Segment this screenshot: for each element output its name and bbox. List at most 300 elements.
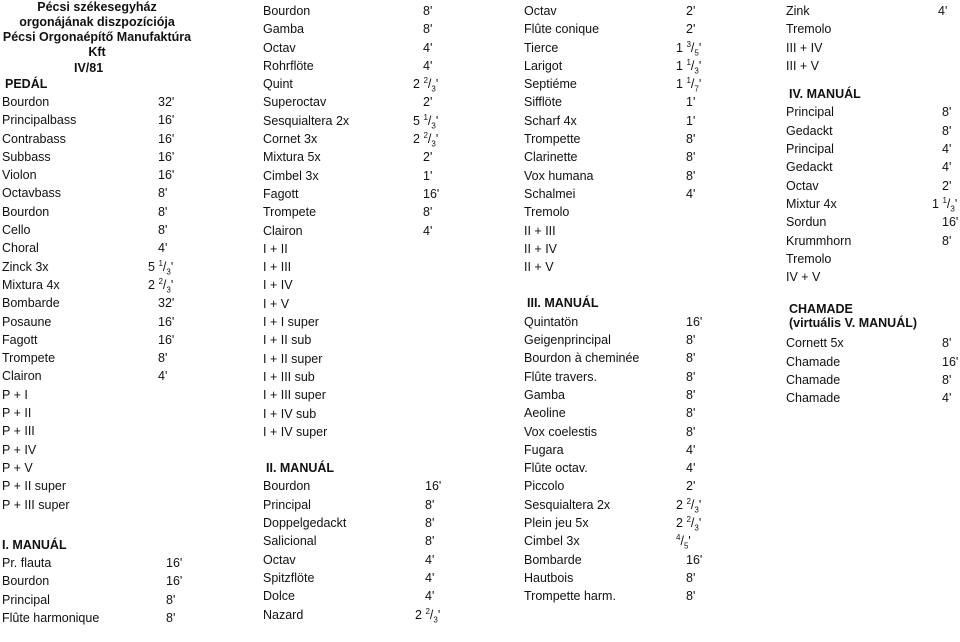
stop-name: II + IV (524, 241, 558, 256)
stop-row (786, 250, 958, 268)
stop-row (263, 313, 473, 331)
stop-size: 8' (425, 516, 435, 531)
section-title-manual-2: II. MANUÁL (266, 461, 335, 476)
stop-row (2, 572, 192, 590)
stop-name: Octav (263, 552, 296, 567)
stop-name: P + III (2, 424, 35, 439)
stop-name: Doppelgedackt (263, 516, 347, 531)
opus-number: IV/81 (74, 61, 104, 75)
stop-row (263, 57, 473, 75)
stop-row (524, 349, 724, 367)
stop-row (263, 130, 473, 148)
stop-name: Bourdon (263, 479, 311, 494)
stop-name: Principal (786, 142, 834, 157)
stop-name: Octav (263, 40, 296, 55)
stop-name: Sesquialtera 2x (263, 113, 350, 128)
manual-3-stop-list-b (786, 2, 958, 75)
stop-size: 16' (942, 215, 959, 230)
stop-size: 1' (686, 95, 696, 110)
stop-size: 8' (942, 373, 952, 388)
stop-name: Bourdon (2, 95, 50, 109)
stop-row (786, 177, 958, 195)
stop-name: IV + V (786, 270, 821, 285)
column-1 (2, 0, 192, 640)
stop-row (524, 75, 724, 93)
stop-row (2, 459, 192, 477)
stop-name: Cello (2, 223, 31, 238)
stop-size: 2' (686, 22, 696, 37)
stop-size: 8' (942, 336, 952, 351)
manual-1-stop-list-b (263, 2, 473, 441)
stop-name: Octav (786, 178, 819, 193)
stop-name: Violon (2, 168, 37, 183)
stop-size: 16' (158, 113, 175, 128)
stop-row (2, 258, 192, 276)
stop-size: 4' (942, 142, 952, 157)
manual-4-stop-list (786, 103, 958, 286)
stop-row (263, 39, 473, 57)
stop-row (263, 405, 473, 423)
stop-row (786, 122, 958, 140)
stop-size: 8' (158, 223, 168, 238)
pedal-stop-list (2, 93, 192, 514)
stop-size: 1 $^1/_3'$ (676, 57, 702, 76)
stop-size: 16' (686, 314, 703, 329)
stop-size: 2 $^2/_3'$ (676, 514, 702, 533)
stop-row (524, 57, 724, 75)
stop-row (524, 185, 724, 203)
manual-2-stop-list-a (263, 477, 473, 623)
stop-row (2, 609, 192, 627)
stop-size: 8' (158, 186, 168, 201)
stop-name: Vox humana (524, 168, 594, 183)
stop-row (786, 389, 958, 407)
stop-size: 8' (166, 611, 176, 626)
stop-row (524, 2, 724, 20)
stop-name: Cornett 5x (786, 336, 844, 351)
stop-size: 1' (686, 113, 696, 128)
stop-size: 8' (425, 534, 435, 549)
stop-size: 8' (686, 589, 696, 604)
stop-row (786, 353, 958, 371)
stop-name: Schalmei (524, 186, 576, 201)
stop-row (524, 167, 724, 185)
column-4 (786, 2, 958, 642)
stop-size: 1 $^3/_5'$ (676, 39, 702, 58)
stop-row (2, 496, 192, 514)
stop-size: 5 $^1/_3'$ (413, 112, 439, 131)
stop-name: III + IV (786, 40, 823, 55)
stop-row (263, 185, 473, 203)
stop-name: Salicional (263, 534, 317, 549)
stop-row (263, 350, 473, 368)
stop-row (263, 148, 473, 166)
stop-row (263, 112, 473, 130)
stop-size: 8' (686, 369, 696, 384)
stop-name: Gamba (263, 22, 304, 37)
stop-row (263, 222, 473, 240)
stop-size: 4' (423, 58, 433, 73)
stop-name: Pr. flauta (2, 556, 52, 571)
stop-size: 2 $^2/_3'$ (413, 76, 439, 94)
header-line-2: orgonájának diszpozíciója (19, 15, 175, 29)
stop-name: Chamade (786, 391, 841, 406)
document-header (2, 0, 192, 60)
stop-name: Dolce (263, 589, 295, 604)
stop-size: 4' (942, 391, 952, 406)
stop-row (263, 587, 473, 605)
stop-size: 4' (686, 186, 696, 201)
stop-name: Gamba (524, 387, 565, 402)
stop-size: 4' (942, 160, 952, 175)
stop-size: 16' (158, 131, 175, 146)
stop-size: 16' (423, 186, 440, 201)
stop-size: 4' (158, 369, 168, 384)
stop-name: P + II super (2, 479, 67, 494)
stop-size: 4' (425, 589, 435, 604)
stop-name: Choral (2, 241, 39, 256)
stop-row (263, 569, 473, 587)
stop-row (786, 268, 958, 286)
stop-size: 8' (423, 4, 433, 18)
stop-size: 1 $^1/_7'$ (676, 76, 702, 94)
column-2 (263, 2, 473, 642)
stop-name: Sesquialtera 2x (524, 497, 611, 512)
stop-name: Gedackt (786, 160, 833, 175)
stop-row (524, 477, 724, 495)
stop-name: Gedackt (786, 123, 833, 138)
stop-size: 2' (942, 178, 952, 193)
stop-row (263, 331, 473, 349)
stop-row (2, 591, 192, 609)
stop-row (263, 203, 473, 221)
stop-name: Scharf 4x (524, 113, 577, 128)
stop-row (263, 93, 473, 111)
stop-row (2, 477, 192, 495)
stop-name: Bombarde (2, 296, 60, 311)
stop-name: Fugara (524, 442, 564, 457)
stop-name: Septiéme (524, 77, 577, 92)
stop-size: 8' (166, 592, 176, 607)
stop-size: 16' (158, 168, 175, 183)
header-line-4: Kft (88, 45, 106, 59)
stop-row (2, 276, 192, 294)
stop-row (524, 240, 724, 258)
stop-size: 32' (158, 95, 175, 109)
stop-row (524, 368, 724, 386)
stop-name: Krummhorn (786, 233, 852, 248)
stop-row (524, 514, 724, 532)
stop-size: 8' (686, 132, 696, 147)
stop-name: Cimbel 3x (263, 168, 319, 183)
stop-name: Trompete (263, 205, 317, 220)
stop-name: P + II (2, 406, 32, 421)
stop-size: 16' (158, 149, 175, 164)
stop-row (524, 148, 724, 166)
section-title-pedal: PEDÁL (5, 77, 48, 91)
stop-row (524, 222, 724, 240)
stop-row (263, 551, 473, 569)
stop-row (263, 167, 473, 185)
stop-size: 4' (423, 40, 433, 55)
stop-size: 2' (423, 150, 433, 165)
stop-row (524, 93, 724, 111)
stop-name: Subbass (2, 149, 51, 164)
stop-name: I + II super (263, 351, 323, 366)
stop-size: 8' (686, 406, 696, 421)
stop-row (2, 111, 192, 129)
stop-row (786, 2, 958, 20)
stop-row (263, 423, 473, 441)
stop-name: I + V (263, 296, 290, 311)
chamade-stop-list (786, 334, 958, 407)
stop-name: Flûte harmonique (2, 611, 100, 626)
stop-name: Vox coelestis (524, 424, 597, 439)
header-line-1: Pécsi székesegyház (37, 0, 157, 14)
stop-row (263, 258, 473, 276)
stop-name: Larigot (524, 58, 563, 73)
stop-size: 8' (686, 387, 696, 402)
stop-name: I + IV (263, 278, 293, 293)
stop-name: Sordun (786, 215, 827, 230)
stop-size: 8' (942, 233, 952, 248)
stop-name: Nazard (263, 607, 304, 622)
stop-name: Aeoline (524, 406, 566, 421)
stop-name: Clairon (263, 223, 303, 238)
stop-size: 4' (158, 241, 168, 256)
stop-row (2, 93, 192, 111)
stop-name: Contrabass (2, 131, 66, 146)
stop-row (2, 130, 192, 148)
stop-size: 8' (686, 333, 696, 348)
stop-name: Principal (2, 592, 50, 607)
stop-size: 2 $^2/_3'$ (148, 276, 174, 295)
stop-row (524, 112, 724, 130)
stop-size: 8' (942, 123, 952, 138)
stop-size: 2 $^2/_3'$ (413, 130, 439, 149)
stop-row (2, 313, 192, 331)
stop-name: Flûte conique (524, 22, 600, 37)
stop-name: P + IV (2, 442, 37, 457)
stop-name: Principal (263, 497, 311, 512)
stop-row (2, 554, 192, 572)
stop-name: I + III (263, 260, 292, 275)
stop-name: P + V (2, 460, 33, 475)
stop-name: II + III (524, 223, 556, 238)
stop-name: Bourdon (2, 204, 50, 219)
stop-row (263, 477, 473, 495)
stop-size: 2' (423, 95, 433, 110)
stop-row (786, 195, 958, 213)
stop-size: 8' (158, 204, 168, 219)
stop-name: Cimbel 3x (524, 534, 580, 549)
stop-size: 1' (423, 168, 433, 183)
stop-row (786, 103, 958, 121)
stop-name: P + III super (2, 497, 70, 512)
stop-row (2, 239, 192, 257)
stop-name: Tremolo (524, 205, 570, 220)
stop-size: 16' (686, 552, 703, 567)
stop-row (524, 587, 724, 605)
stop-row (263, 20, 473, 38)
stop-row (2, 386, 192, 404)
stop-name: Mixtura 5x (263, 150, 321, 165)
stop-name: Piccolo (524, 479, 565, 494)
stop-row (2, 349, 192, 367)
stop-size: 8' (686, 168, 696, 183)
stop-row (786, 158, 958, 176)
stop-row (524, 331, 724, 349)
stop-name: Flûte travers. (524, 369, 597, 384)
stop-name: Bourdon à cheminée (524, 351, 640, 366)
manual-2-stop-list-b (524, 2, 724, 276)
stop-row (524, 39, 724, 57)
stop-name: Mixtura 4x (2, 277, 60, 292)
stop-name: Principal (786, 105, 834, 120)
stop-size: 8' (423, 22, 433, 37)
stop-name: I + IV sub (263, 406, 317, 421)
stop-row (524, 459, 724, 477)
stop-size: 4' (425, 570, 435, 585)
stop-row (2, 221, 192, 239)
stop-row (786, 334, 958, 352)
stop-row (263, 240, 473, 258)
stop-name: Trompete (2, 351, 56, 366)
section-title-manual-3: III. MANUÁL (527, 296, 599, 311)
stop-row (263, 2, 473, 20)
stop-name: Spitzflöte (263, 570, 315, 585)
stop-name: III + V (786, 58, 820, 73)
chamade-title-line-2: (virtuális V. MANUÁL) (789, 316, 918, 331)
stop-name: II + V (524, 260, 554, 275)
stop-row (263, 75, 473, 93)
stop-name: I + II (263, 241, 288, 256)
stop-name: Flûte octav. (524, 461, 588, 476)
stop-row (2, 203, 192, 221)
stop-row (524, 313, 724, 331)
stop-row (786, 232, 958, 250)
stop-size: 2' (686, 479, 696, 494)
stop-row (263, 295, 473, 313)
stop-name: Fagott (263, 186, 299, 201)
stop-name: Trompette (524, 132, 581, 147)
stop-name: Tremolo (786, 251, 832, 266)
stop-size: 4' (423, 223, 433, 238)
stop-size: 8' (686, 150, 696, 165)
section-title-chamade (786, 302, 958, 330)
stop-name: Superoctav (263, 95, 327, 110)
stop-name: Sifflöte (524, 95, 562, 110)
stop-size: 4' (686, 442, 696, 457)
stop-row (263, 606, 473, 624)
stop-size: 8' (686, 570, 696, 585)
stop-row (2, 184, 192, 202)
stop-row (263, 496, 473, 514)
stop-name: Rohrflöte (263, 58, 314, 73)
stop-size: 16' (425, 479, 442, 494)
stop-row (2, 331, 192, 349)
stop-size: 16' (166, 556, 183, 571)
stop-size: 8' (942, 105, 952, 120)
stop-name: Hautbois (524, 570, 574, 585)
stop-row (2, 166, 192, 184)
stop-name: I + II sub (263, 333, 312, 348)
stop-row (2, 148, 192, 166)
stop-name: Cornet 3x (263, 132, 318, 147)
stop-size: 5 $^1/_3'$ (148, 258, 174, 277)
stop-size: 4' (425, 552, 435, 567)
manual-1-stop-list-a (2, 554, 192, 627)
stop-size: 2 $^2/_3'$ (676, 496, 702, 515)
stop-row (263, 386, 473, 404)
stop-name: Bourdon (263, 4, 311, 18)
stop-row (524, 496, 724, 514)
stop-name: Chamade (786, 373, 841, 388)
stop-row (524, 441, 724, 459)
stop-row (524, 569, 724, 587)
stop-name: Mixtur 4x (786, 196, 837, 211)
stop-name: Clarinette (524, 150, 578, 165)
stop-row (524, 423, 724, 441)
stop-row (524, 203, 724, 221)
stop-name: I + I super (263, 315, 319, 330)
stop-row (524, 551, 724, 569)
stop-name: I + IV super (263, 424, 328, 439)
stop-size: 32' (158, 296, 175, 311)
stop-row (524, 258, 724, 276)
column-3 (524, 2, 724, 642)
stop-row (786, 57, 958, 75)
stop-row (524, 386, 724, 404)
stop-row (786, 213, 958, 231)
stop-name: I + III super (263, 388, 326, 403)
stop-row (2, 367, 192, 385)
stop-name: Bourdon (2, 574, 50, 589)
stop-row (524, 20, 724, 38)
stop-size: 16' (166, 574, 183, 589)
stop-name: Bombarde (524, 552, 582, 567)
stop-row (263, 368, 473, 386)
stop-name: Tremolo (786, 22, 832, 37)
stop-name: Quint (263, 77, 293, 92)
stop-name: Chamade (786, 354, 841, 369)
stop-size: 4' (686, 461, 696, 476)
stop-row (263, 276, 473, 294)
stop-row (263, 532, 473, 550)
stop-name: Fagott (2, 332, 38, 347)
section-title-manual-1: I. MANUÁL (2, 537, 67, 552)
stop-size: 2' (686, 4, 696, 18)
stop-size: 8' (423, 205, 433, 220)
stop-name: Zinck 3x (2, 259, 49, 274)
stop-name: Posaune (2, 314, 52, 329)
stop-row (786, 39, 958, 57)
stop-row (263, 514, 473, 532)
stop-row (524, 532, 724, 550)
stop-row (524, 130, 724, 148)
stop-row (524, 404, 724, 422)
manual-3-stop-list-a (524, 313, 724, 606)
stop-name: Octavbass (2, 186, 62, 201)
stop-size: 16' (158, 332, 175, 347)
header-line-3: Pécsi Orgonaépítő Manufaktúra (2, 30, 192, 44)
stop-name: Trompette harm. (524, 589, 616, 604)
stop-row (786, 371, 958, 389)
stop-size: 16' (942, 354, 959, 369)
stop-size: 8' (425, 497, 435, 512)
stop-name: Plein jeu 5x (524, 516, 589, 531)
stop-size: $^4/_5'$ (676, 533, 691, 551)
